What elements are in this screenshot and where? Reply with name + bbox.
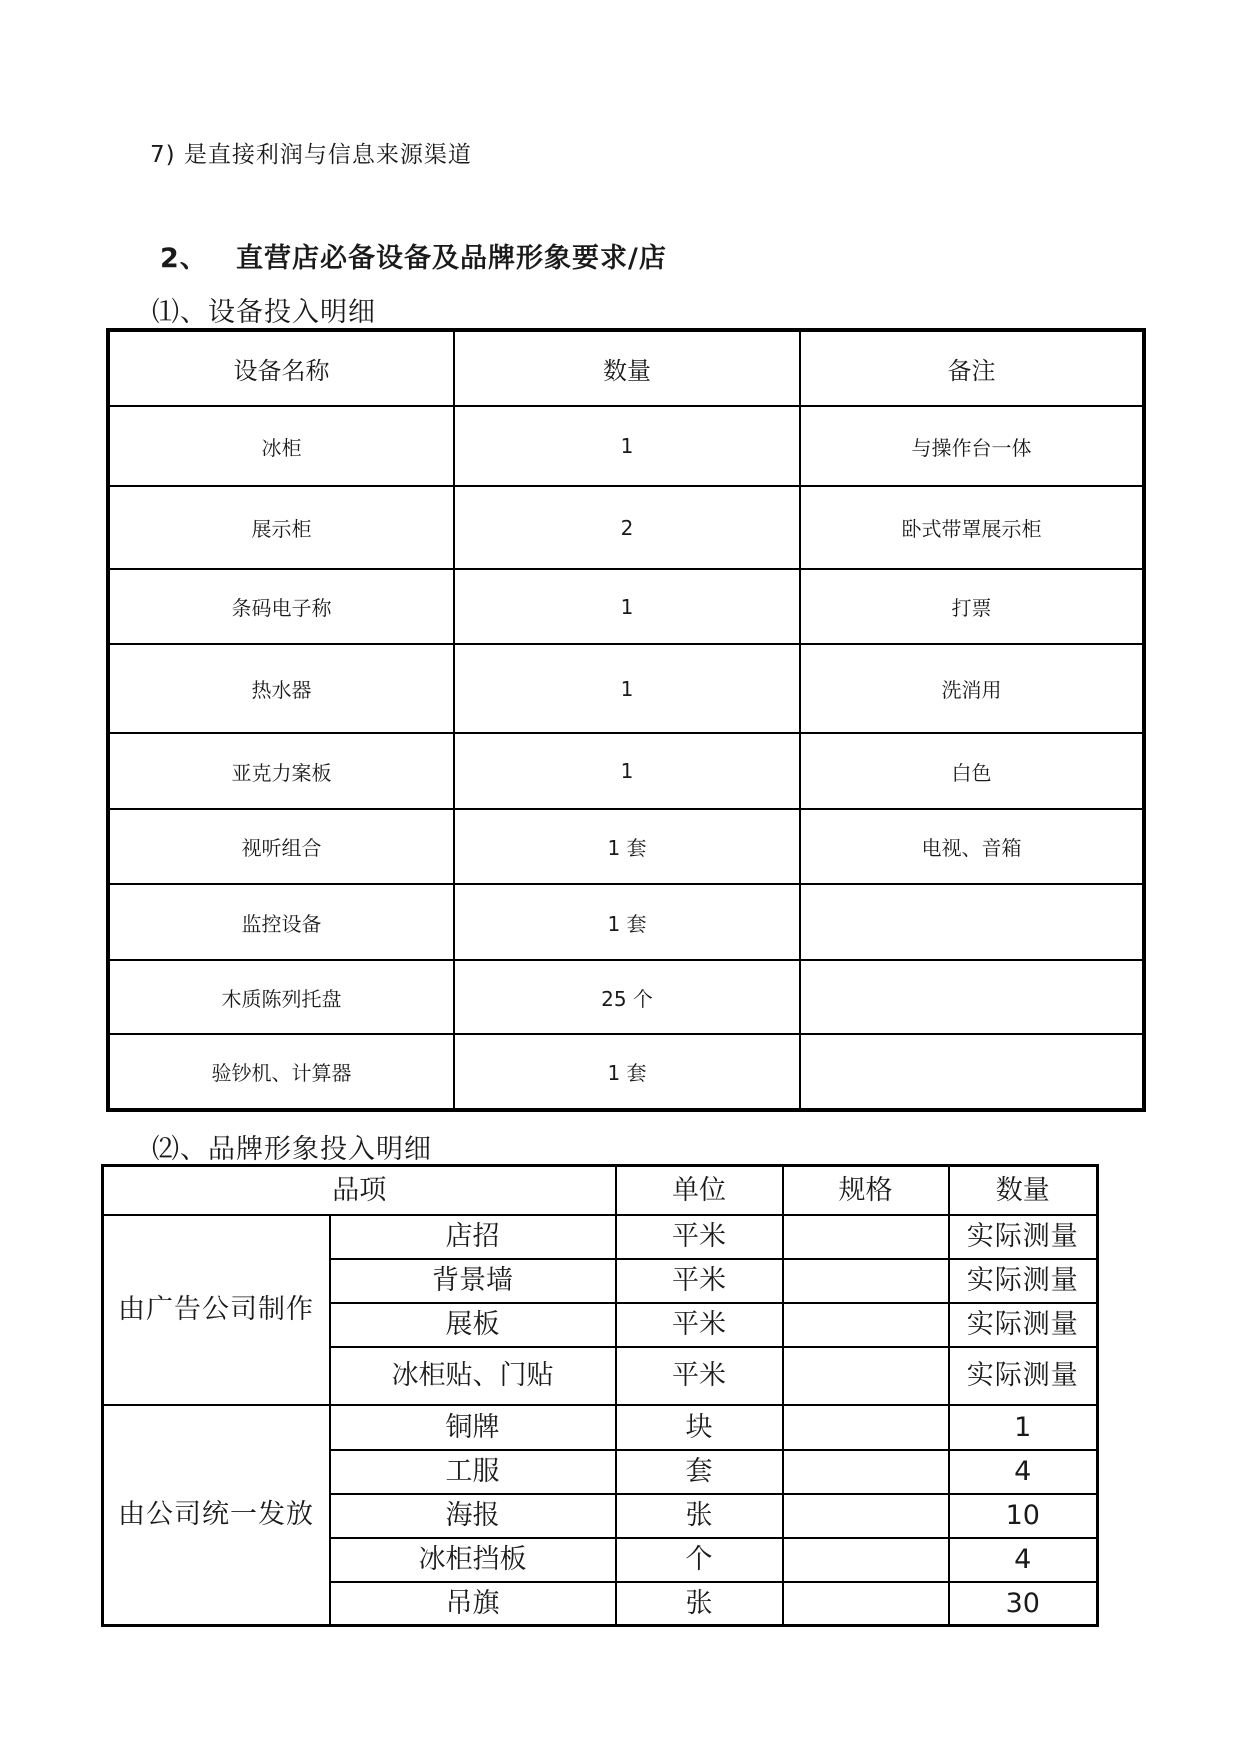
section-heading <box>160 236 667 275</box>
equipment-subheading: ⑴、设备投入明细 <box>152 297 376 328</box>
table-cell: 监控设备 <box>108 884 454 960</box>
table-cell: 与操作台一体 <box>800 406 1144 486</box>
table-cell: 条码电子称 <box>108 569 454 644</box>
table-cell: 吊旗 <box>330 1582 616 1626</box>
table-cell <box>783 1259 949 1303</box>
header-cell: 单位 <box>616 1166 783 1215</box>
table-cell: 打票 <box>800 569 1144 644</box>
header-cell: 备注 <box>800 330 1144 406</box>
table-cell: 1 <box>949 1405 1098 1450</box>
table-cell: 亚克力案板 <box>108 733 454 809</box>
table-cell: 背景墙 <box>330 1259 616 1303</box>
table-cell: 展示柜 <box>108 486 454 569</box>
table-cell: 张 <box>616 1494 783 1538</box>
table-cell: 实际测量 <box>949 1259 1098 1303</box>
table-cell: 实际测量 <box>949 1303 1098 1347</box>
table-cell: 热水器 <box>108 644 454 733</box>
table-cell: 25 个 <box>454 960 800 1034</box>
table-cell: 1 <box>454 406 800 486</box>
table-cell: 1 套 <box>454 809 800 884</box>
table-cell: 1 套 <box>454 884 800 960</box>
table-cell: 1 <box>454 569 800 644</box>
brand-subheading: ⑵、品牌形象投入明细 <box>152 1134 432 1165</box>
table-row <box>103 1405 1098 1450</box>
table-row <box>108 884 1144 960</box>
table-cell <box>800 960 1144 1034</box>
table-row <box>108 406 1144 486</box>
table-cell: 30 <box>949 1582 1098 1626</box>
table-row <box>108 1034 1144 1110</box>
table-cell: 4 <box>949 1450 1098 1494</box>
table-cell: 木质陈列托盘 <box>108 960 454 1034</box>
table-cell: 展板 <box>330 1303 616 1347</box>
table-cell <box>783 1215 949 1259</box>
table-cell: 10 <box>949 1494 1098 1538</box>
table-row <box>108 569 1144 644</box>
table-row <box>108 486 1144 569</box>
table-cell <box>783 1538 949 1582</box>
table-cell: 冰柜 <box>108 406 454 486</box>
header-cell: 规格 <box>783 1166 949 1215</box>
table-row <box>108 733 1144 809</box>
equipment-table <box>106 328 1146 1112</box>
brand-table <box>101 1164 1099 1627</box>
table-row <box>103 1215 1098 1259</box>
table-cell: 冰柜挡板 <box>330 1538 616 1582</box>
table-cell: 套 <box>616 1450 783 1494</box>
table-cell: 验钞机、计算器 <box>108 1034 454 1110</box>
header-cell: 品项 <box>103 1166 616 1215</box>
table-cell: 海报 <box>330 1494 616 1538</box>
table-cell: 工服 <box>330 1450 616 1494</box>
table-row <box>108 809 1144 884</box>
table-cell: 4 <box>949 1538 1098 1582</box>
table-cell: 平米 <box>616 1215 783 1259</box>
table-cell: 洗消用 <box>800 644 1144 733</box>
table-cell <box>783 1494 949 1538</box>
table-row <box>108 644 1144 733</box>
table-cell: 2 <box>454 486 800 569</box>
table-cell <box>783 1347 949 1405</box>
table-cell <box>783 1450 949 1494</box>
table-cell <box>800 884 1144 960</box>
table-cell: 个 <box>616 1538 783 1582</box>
table-cell: 电视、音箱 <box>800 809 1144 884</box>
table-cell <box>783 1582 949 1626</box>
table-cell: 张 <box>616 1582 783 1626</box>
table-cell: 店招 <box>330 1215 616 1259</box>
table-cell: 实际测量 <box>949 1347 1098 1405</box>
group-label: 由广告公司制作 <box>103 1215 330 1405</box>
header-cell: 数量 <box>454 330 800 406</box>
table-cell: 冰柜贴、门贴 <box>330 1347 616 1405</box>
list-item-7: 7) 是直接利润与信息来源渠道 <box>150 142 472 168</box>
table-cell <box>783 1405 949 1450</box>
table-cell <box>783 1303 949 1347</box>
table-cell: 块 <box>616 1405 783 1450</box>
group-label: 由公司统一发放 <box>103 1405 330 1626</box>
section-number: 2、 <box>160 243 208 274</box>
table-cell: 平米 <box>616 1303 783 1347</box>
table-cell: 铜牌 <box>330 1405 616 1450</box>
table-cell: 平米 <box>616 1347 783 1405</box>
table-cell: 1 套 <box>454 1034 800 1110</box>
table-header-row <box>108 330 1144 406</box>
table-cell <box>800 1034 1144 1110</box>
table-header-row <box>103 1166 1098 1215</box>
table-cell: 平米 <box>616 1259 783 1303</box>
section-title: 直营店必备设备及品牌形象要求/店 <box>236 243 667 274</box>
table-cell: 卧式带罩展示柜 <box>800 486 1144 569</box>
table-cell: 实际测量 <box>949 1215 1098 1259</box>
table-cell: 1 <box>454 733 800 809</box>
table-cell: 视听组合 <box>108 809 454 884</box>
header-cell: 数量 <box>949 1166 1098 1215</box>
table-row <box>108 960 1144 1034</box>
table-cell: 1 <box>454 644 800 733</box>
header-cell: 设备名称 <box>108 330 454 406</box>
table-cell: 白色 <box>800 733 1144 809</box>
